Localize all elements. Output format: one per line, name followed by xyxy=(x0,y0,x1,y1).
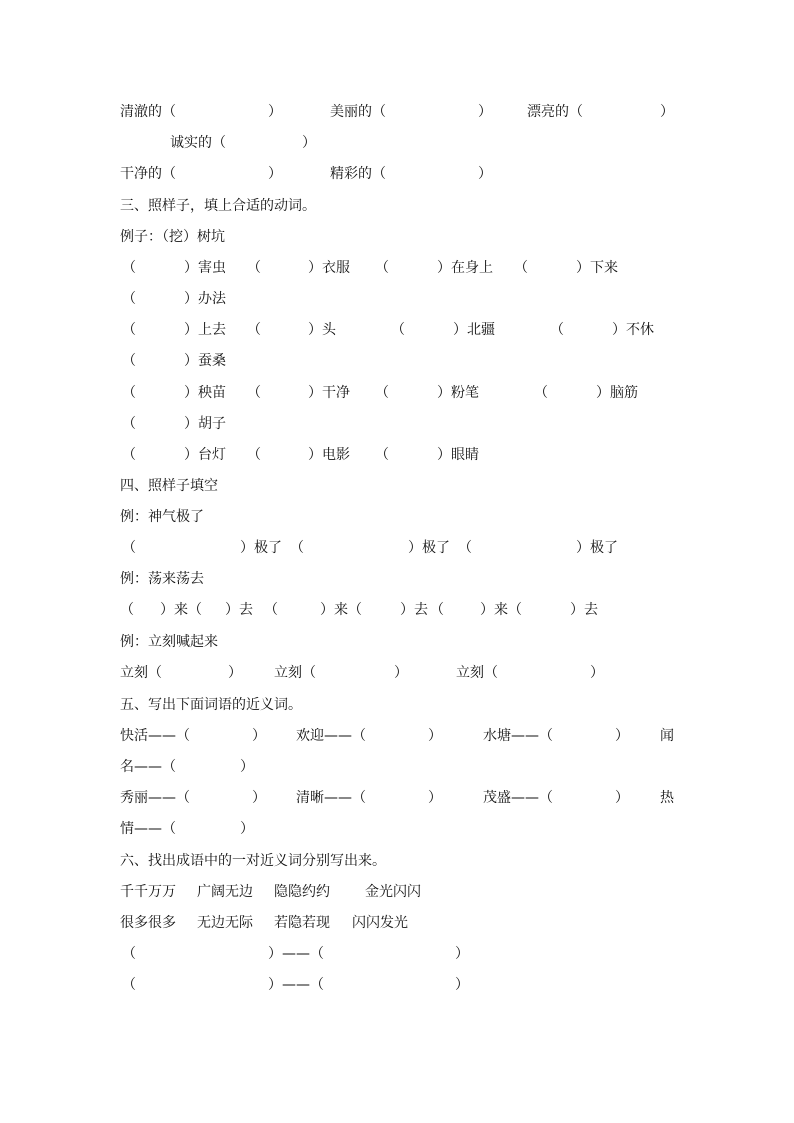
blank-close: ） xyxy=(240,821,254,837)
blank-open: （ xyxy=(430,602,444,618)
idiom: 隐隐约约 xyxy=(274,884,330,900)
blank-close: ） xyxy=(428,728,442,744)
blank-open: （ xyxy=(122,946,136,962)
blank-open: （ xyxy=(375,260,389,276)
verb-object: ）害虫 xyxy=(184,260,226,276)
idiom: 闪闪发光 xyxy=(352,915,408,931)
verb-object: ）脑筋 xyxy=(596,385,638,401)
blank-open: （ xyxy=(264,602,278,618)
synonym-prompt: 水塘——（ xyxy=(483,728,553,744)
idiom: 广阔无边 xyxy=(197,884,253,900)
phrase-chengshi: 诚实的（ xyxy=(170,135,226,151)
verb-object: ）衣服 xyxy=(308,260,350,276)
synonym-wrap-char: 闻 xyxy=(660,728,674,744)
verb-object: ）秧苗 xyxy=(184,385,226,401)
idiom: 无边无际 xyxy=(197,915,253,931)
section-4-example-3: 例：立刻喊起来 xyxy=(120,634,218,650)
like-open: 立刻（ xyxy=(274,665,316,681)
idiom: 很多很多 xyxy=(120,915,176,931)
blank-open: （ xyxy=(122,291,136,307)
blank-close: ） xyxy=(428,790,442,806)
verb-object: ）台灯 xyxy=(184,447,226,463)
blank-close: ） xyxy=(252,728,266,744)
blank-open: （ xyxy=(122,322,136,338)
section-5-heading: 五、写出下面词语的近义词。 xyxy=(120,697,302,713)
verb-object: ）头 xyxy=(308,322,336,338)
blank-close: ） xyxy=(228,665,242,681)
blank-open: （ xyxy=(122,353,136,369)
like-open: 立刻（ xyxy=(120,665,162,681)
blank-open: （ xyxy=(550,322,564,338)
qu-suffix: ）去 xyxy=(225,602,253,618)
blank-close: ） xyxy=(268,104,282,120)
phrase-jingcai: 精彩的（ xyxy=(330,166,386,182)
blank-open: （ xyxy=(122,385,136,401)
section-6-heading: 六、找出成语中的一对近义词分别写出来。 xyxy=(120,853,386,869)
blank-open: （ xyxy=(122,447,136,463)
idiom: 金光闪闪 xyxy=(365,884,421,900)
phrase-meili: 美丽的（ xyxy=(330,104,386,120)
blank-open: （ xyxy=(375,447,389,463)
phrase-qingche: 清澈的（ xyxy=(120,104,176,120)
verb-object: ）不休 xyxy=(612,322,654,338)
blank-open: （ xyxy=(247,447,261,463)
blank-open: （ xyxy=(514,260,528,276)
section-3-heading: 三、照样子，填上合适的动词。 xyxy=(120,198,316,214)
verb-object: ）干净 xyxy=(308,385,350,401)
synonym-prompt: 名——（ xyxy=(120,759,176,775)
blank-close: ） xyxy=(478,166,492,182)
blank-open: （ xyxy=(122,540,136,556)
phrase-piaoliang: 漂亮的（ xyxy=(527,104,583,120)
blank-close: ） xyxy=(302,135,316,151)
blank-open: （ xyxy=(122,977,136,993)
section-3-example: 例子：（挖）树坑 xyxy=(120,229,225,245)
idiom: 若隐若现 xyxy=(274,915,330,931)
pair-separator: ）——（ xyxy=(268,946,324,962)
blank-close: ） xyxy=(590,665,604,681)
like-open: 立刻（ xyxy=(456,665,498,681)
blank-open: （ xyxy=(247,322,261,338)
jile-suffix: ）极了 xyxy=(408,540,450,556)
blank-close: ） xyxy=(615,728,629,744)
blank-close: ） xyxy=(240,759,254,775)
lai-blank: ）来（ xyxy=(320,602,362,618)
blank-open: （ xyxy=(247,385,261,401)
idiom: 千千万万 xyxy=(120,884,176,900)
synonym-prompt: 情——（ xyxy=(120,821,176,837)
blank-open: （ xyxy=(458,540,472,556)
blank-close: ） xyxy=(455,977,469,993)
synonym-prompt: 秀丽——（ xyxy=(120,790,190,806)
verb-object: ）蚕桑 xyxy=(184,353,226,369)
verb-object: ）眼睛 xyxy=(437,447,479,463)
lai-blank: ）来（ xyxy=(480,602,522,618)
verb-object: ）下来 xyxy=(576,260,618,276)
section-4-example-2: 例：荡来荡去 xyxy=(120,571,204,587)
verb-object: ）电影 xyxy=(308,447,350,463)
blank-open: （ xyxy=(375,385,389,401)
blank-close: ） xyxy=(660,104,674,120)
qu-suffix: ）去 xyxy=(570,602,598,618)
lai-blank: ）来（ xyxy=(160,602,202,618)
verb-object: ）粉笔 xyxy=(437,385,479,401)
blank-close: ） xyxy=(252,790,266,806)
blank-close: ） xyxy=(615,790,629,806)
blank-open: （ xyxy=(122,260,136,276)
verb-object: ）办法 xyxy=(184,291,226,307)
verb-object: ）上去 xyxy=(184,322,226,338)
jile-suffix: ）极了 xyxy=(576,540,618,556)
blank-close: ） xyxy=(455,946,469,962)
qu-suffix: ）去 xyxy=(400,602,428,618)
phrase-ganjing: 干净的（ xyxy=(120,166,176,182)
blank-open: （ xyxy=(391,322,405,338)
synonym-wrap-char: 热 xyxy=(660,790,674,806)
section-4-example-1: 例：神气极了 xyxy=(120,509,204,525)
blank-open: （ xyxy=(247,260,261,276)
section-4-heading: 四、照样子填空 xyxy=(120,478,218,494)
pair-separator: ）——（ xyxy=(268,977,324,993)
verb-object: ）在身上 xyxy=(437,260,493,276)
verb-object: ）北疆 xyxy=(453,322,495,338)
blank-close: ） xyxy=(268,166,282,182)
jile-suffix: ）极了 xyxy=(240,540,282,556)
blank-open: （ xyxy=(290,540,304,556)
synonym-prompt: 清晰——（ xyxy=(296,790,366,806)
synonym-prompt: 茂盛——（ xyxy=(483,790,553,806)
blank-close: ） xyxy=(478,104,492,120)
synonym-prompt: 欢迎——（ xyxy=(296,728,366,744)
synonym-prompt: 快活——（ xyxy=(120,728,190,744)
blank-close: ） xyxy=(394,665,408,681)
blank-open: （ xyxy=(122,416,136,432)
blank-open: （ xyxy=(534,385,548,401)
verb-object: ）胡子 xyxy=(184,416,226,432)
blank-open: （ xyxy=(120,602,134,618)
